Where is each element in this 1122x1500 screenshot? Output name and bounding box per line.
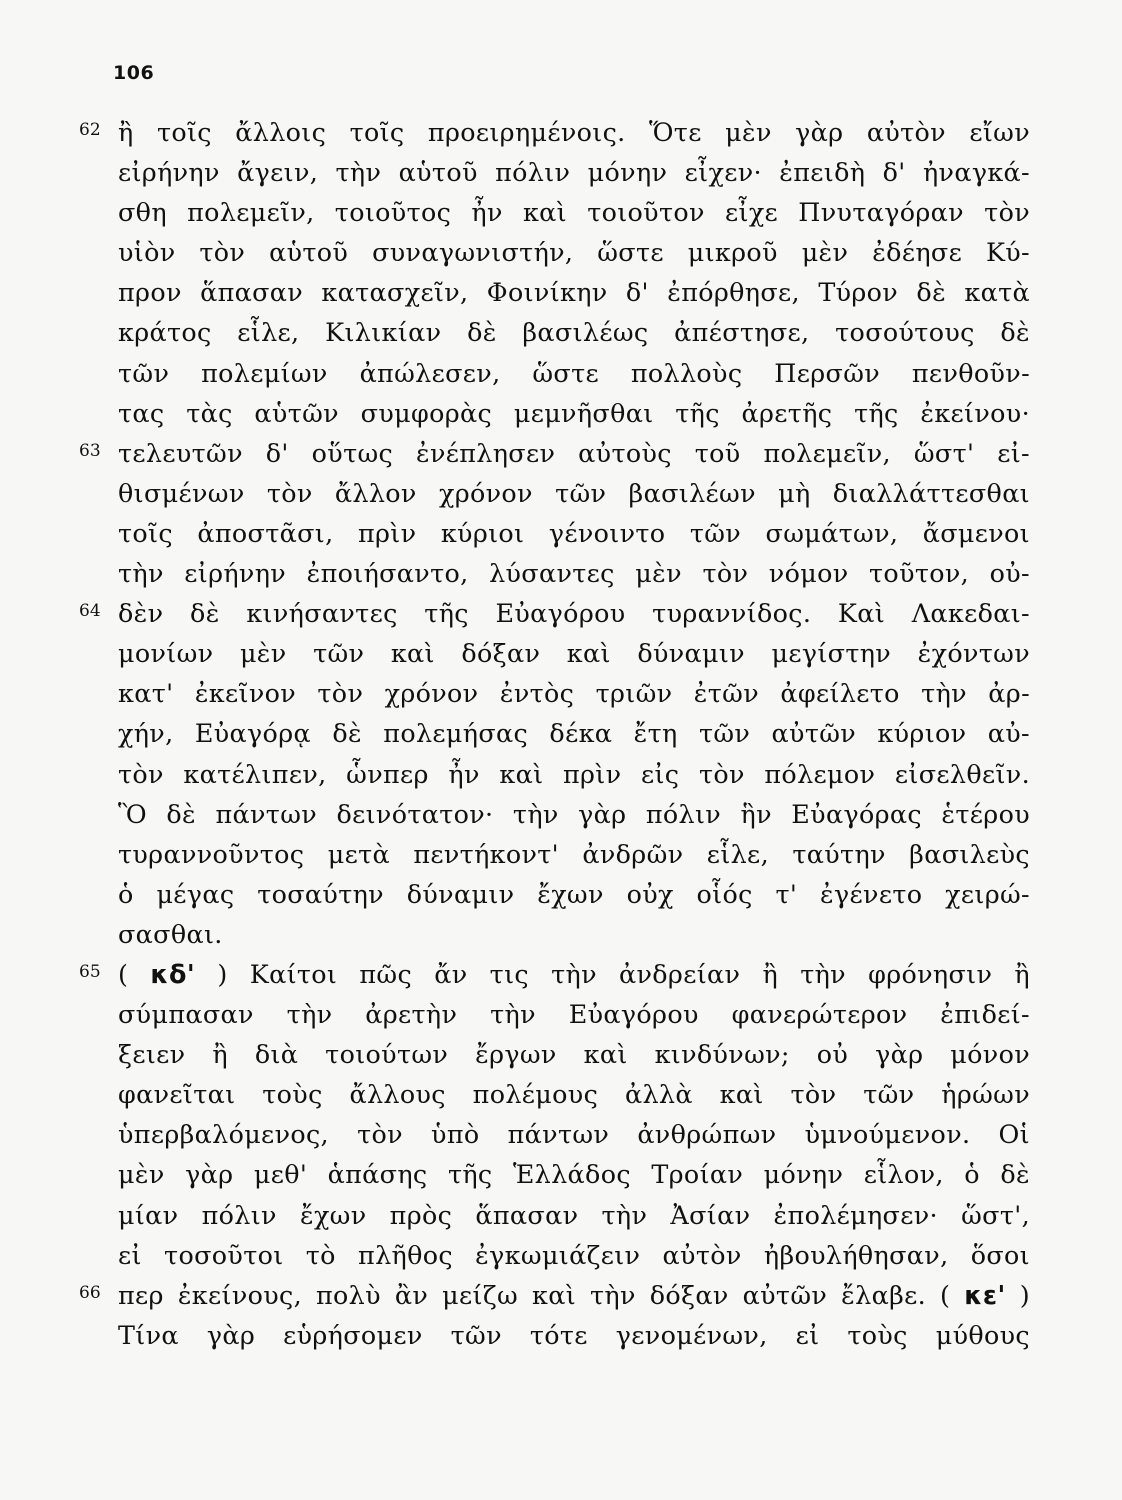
text-segment: τὴν εἰρήνην ἐποιήσαντο, λύσαντες μὲν τὸν νόμον τοῦτον, οὐ- — [118, 558, 1030, 589]
chapter-numeral: κε' — [964, 1279, 1006, 1310]
text-segment: ) — [1005, 1279, 1030, 1310]
text-segment: τας τὰς αὑτῶν συμφορὰς μεμνῆσθαι τῆς ἀρετῆς τῆς ἐκείνου· — [118, 397, 1030, 428]
text-segment: σασθαι. — [118, 918, 223, 949]
text-line — [0, 914, 1122, 954]
line-text — [118, 1154, 1030, 1194]
line-text — [118, 553, 1030, 593]
text-line — [0, 192, 1122, 232]
text-line — [0, 312, 1122, 352]
line-text — [118, 473, 1030, 513]
section-marker: 65 — [79, 961, 101, 982]
section-marker: 66 — [79, 1282, 101, 1303]
line-text — [118, 1275, 1030, 1315]
text-segment: θισμένων τὸν ἄλλον χρόνον τῶν βασιλέων μὴ διαλλάττεσθαι — [118, 477, 1030, 508]
text-segment: περ ἐκείνους, πολὺ ἂν μείζω καὶ τὴν δόξαν αὐτῶν ἔλαβε. ( — [118, 1279, 965, 1310]
text-line — [0, 272, 1122, 312]
line-text — [118, 1315, 1030, 1355]
section-marker: 64 — [79, 601, 101, 622]
line-text — [118, 1114, 1030, 1154]
text-segment: εἰρήνην ἄγειν, τὴν αὑτοῦ πόλιν μόνην εἶχεν· ἐπειδὴ δ' ἠναγκά- — [118, 157, 1030, 188]
text-segment: τελευτῶν δ' οὕτως ἐνέπλησεν αὐτοὺς τοῦ πολεμεῖν, ὥστ' εἰ- — [118, 437, 1030, 468]
line-text — [118, 232, 1030, 272]
text-segment: τυραννοῦντος μετὰ πεντήκοντ' ἀνδρῶν εἷλε, ταύτην βασιλεὺς — [118, 838, 1030, 869]
text-segment: ὑπερβαλόμενος, τὸν ὑπὸ πάντων ἀνθρώπων ὑμνούμενον. Οἱ — [118, 1119, 1030, 1150]
text-line — [0, 834, 1122, 874]
text-line — [0, 553, 1122, 593]
text-line — [0, 713, 1122, 753]
text-segment: ἢ τοῖς ἄλλοις τοῖς προειρημένοις. Ὅτε μὲν γὰρ αὐτὸν εἴων — [118, 117, 1030, 147]
text-segment: Ὃ δὲ πάντων δεινότατον· τὴν γὰρ πόλιν ἣν Εὐαγόρας ἑτέρου — [118, 798, 1030, 829]
text-segment: μονίων μὲν τῶν καὶ δόξαν καὶ δύναμιν μεγίστην ἐχόντων — [118, 638, 1030, 669]
text-segment: μίαν πόλιν ἔχων πρὸς ἅπασαν τὴν Ἀσίαν ἐπολέμησεν· ὥστ', — [118, 1199, 1030, 1230]
line-text — [118, 1034, 1030, 1074]
line-text — [118, 754, 1030, 794]
line-text — [118, 713, 1030, 753]
text-segment: ὁ μέγας τοσαύτην δύναμιν ἔχων οὐχ οἷός τ' ἐγένετο χειρώ- — [118, 878, 1030, 909]
text-line — [0, 1235, 1122, 1275]
section-marker: 62 — [79, 120, 101, 140]
text-line — [0, 754, 1122, 794]
text-segment: εἰ τοσοῦτοι τὸ πλῆθος ἐγκωμιάζειν αὐτὸν ἠβουλήθησαν, ὅσοι — [118, 1239, 1030, 1270]
line-text — [118, 272, 1030, 312]
greek-text-body — [0, 112, 1122, 1355]
text-line — [0, 633, 1122, 673]
line-text — [118, 1074, 1030, 1114]
text-segment: μὲν γὰρ μεθ' ἁπάσης τῆς Ἑλλάδος Τροίαν μόνην εἷλον, ὁ δὲ — [118, 1159, 1030, 1190]
text-line — [0, 473, 1122, 513]
line-text — [118, 914, 1030, 954]
line-text — [118, 834, 1030, 874]
line-text — [118, 874, 1030, 914]
text-segment: δὲν δὲ κινήσαντες τῆς Εὐαγόρου τυραννίδος. Καὶ Λακεδαι- — [118, 598, 1030, 629]
text-line — [0, 673, 1122, 713]
text-segment: χήν, Εὐαγόρᾳ δὲ πολεμήσας δέκα ἔτη τῶν αὐτῶν κύριον αὐ- — [118, 718, 1030, 749]
line-text — [118, 353, 1030, 393]
text-line — [0, 1315, 1122, 1355]
text-segment: ( — [118, 958, 151, 989]
text-segment: σύμπασαν τὴν ἀρετὴν τὴν Εὐαγόρου φανερώτερον ἐπιδεί- — [118, 999, 1030, 1030]
line-text — [118, 1195, 1030, 1235]
line-text — [118, 954, 1030, 994]
line-text — [118, 152, 1030, 192]
text-line — [0, 513, 1122, 553]
line-text — [118, 393, 1030, 433]
text-segment: σθη πολεμεῖν, τοιοῦτος ἦν καὶ τοιοῦτον εἶχε Πνυταγόραν τὸν — [118, 197, 1030, 228]
line-text — [118, 633, 1030, 673]
text-segment: κράτος εἷλε, Κιλικίαν δὲ βασιλέως ἀπέστησε, τοσούτους δὲ — [118, 317, 1030, 348]
text-segment: κατ' ἐκεῖνον τὸν χρόνον ἐντὸς τριῶν ἐτῶν ἀφείλετο τὴν ἀρ- — [118, 678, 1030, 709]
line-text — [118, 513, 1030, 553]
text-line — [0, 593, 1122, 633]
section-marker: 63 — [79, 440, 101, 461]
text-line — [0, 433, 1122, 473]
text-segment: προν ἅπασαν κατασχεῖν, Φοινίκην δ' ἐπόρθησε, Τύρον δὲ κατὰ — [118, 277, 1030, 308]
line-text — [118, 593, 1030, 633]
text-line — [0, 152, 1122, 192]
line-text — [118, 433, 1030, 473]
text-line — [0, 1195, 1122, 1235]
chapter-numeral: κδ' — [150, 958, 196, 989]
text-segment: τῶν πολεμίων ἀπώλεσεν, ὥστε πολλοὺς Περσῶν πενθοῦν- — [118, 357, 1030, 388]
text-line — [0, 1034, 1122, 1074]
text-line — [0, 1074, 1122, 1114]
text-segment: τοῖς ἀποστᾶσι, πρὶν κύριοι γένοιντο τῶν σωμάτων, ἄσμενοι — [118, 517, 1030, 548]
text-line — [0, 353, 1122, 393]
text-line — [0, 1154, 1122, 1194]
text-segment: ) Καίτοι πῶς ἄν τις τὴν ἀνδρείαν ἢ τὴν φρόνησιν ἢ — [195, 958, 1030, 989]
text-segment: τὸν κατέλιπεν, ὧνπερ ἦν καὶ πρὶν εἰς τὸν πόλεμον εἰσελθεῖν. — [118, 758, 1030, 789]
text-segment: φανεῖται τοὺς ἄλλους πολέμους ἀλλὰ καὶ τὸν τῶν ἡρώων — [118, 1079, 1030, 1110]
page-number: 106 — [113, 62, 155, 84]
text-segment: υἱὸν τὸν αὑτοῦ συναγωνιστήν, ὥστε μικροῦ μὲν ἐδέησε Κύ- — [118, 237, 1030, 268]
text-line — [0, 994, 1122, 1034]
text-segment: ξειεν ἢ διὰ τοιούτων ἔργων καὶ κινδύνων; οὐ γὰρ μόνον — [118, 1039, 1030, 1070]
line-text — [118, 794, 1030, 834]
text-line — [0, 794, 1122, 834]
text-line — [0, 393, 1122, 433]
line-text — [118, 192, 1030, 232]
text-line — [0, 954, 1122, 994]
text-line — [0, 112, 1122, 152]
line-text — [118, 994, 1030, 1034]
text-segment: Τίνα γὰρ εὑρήσομεν τῶν τότε γενομένων, εἰ τοὺς μύθους — [118, 1319, 1030, 1350]
text-line — [0, 232, 1122, 272]
line-text — [118, 673, 1030, 713]
text-line — [0, 1275, 1122, 1315]
text-line — [0, 874, 1122, 914]
line-text — [118, 312, 1030, 352]
text-line — [0, 1114, 1122, 1154]
line-text — [118, 112, 1030, 152]
line-text — [118, 1235, 1030, 1275]
